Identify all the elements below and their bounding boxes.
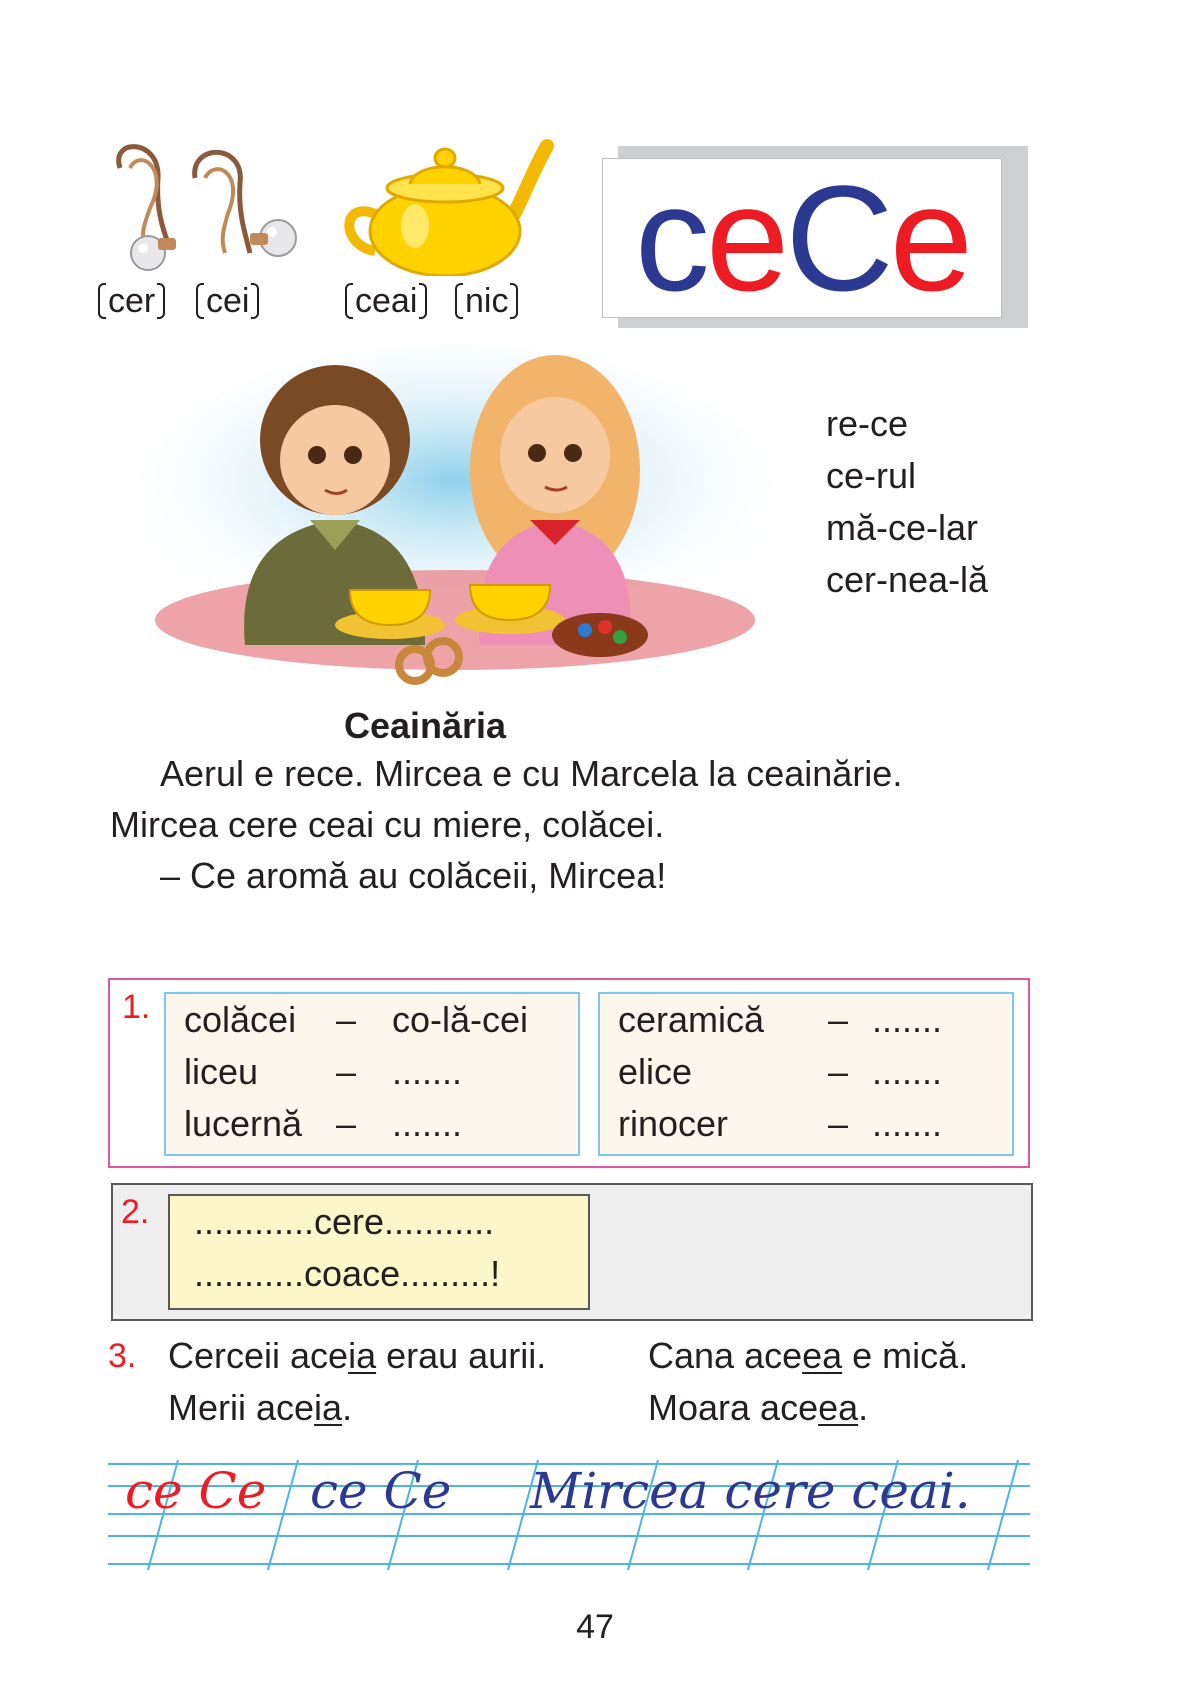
exercise-row: liceu – ....... xyxy=(184,1051,463,1092)
reading-text xyxy=(110,748,1070,901)
letter-upper-c: C xyxy=(785,154,890,322)
exercise-3-sentence: Cerceii aceia erau aurii. xyxy=(168,1335,547,1376)
letter-upper-e: e xyxy=(889,154,970,322)
earrings-illustration xyxy=(100,138,300,280)
syllable-item: cer-nea-lă xyxy=(826,559,989,600)
exercise-1-left-box xyxy=(164,992,580,1156)
exercise-1-right-box xyxy=(598,992,1014,1156)
letter-lower-c: c xyxy=(634,154,706,322)
children-tea-illustration xyxy=(125,345,785,690)
exercise-row: ceramică – ....... xyxy=(618,999,943,1040)
teapot-illustration xyxy=(335,136,555,276)
exercise-3-sentence: Merii aceia. xyxy=(168,1387,353,1428)
exercise-row: colăcei – co-lă-cei xyxy=(184,999,529,1040)
exercise-row: lucernă – ....... xyxy=(184,1103,463,1144)
reading-line: Mircea cere ceai cu miere, colăcei. xyxy=(110,804,665,845)
exercise-row: elice – ....... xyxy=(618,1051,943,1092)
exercise-number: 2. xyxy=(121,1193,150,1231)
handwriting-red: ce Ce xyxy=(125,1462,267,1520)
page-number: 47 xyxy=(576,1608,614,1646)
handwriting-blue-1: ce Ce xyxy=(310,1462,452,1520)
reading-title: Ceainăria xyxy=(343,705,507,746)
reading-line: – Ce aromă au colăceii, Mircea! xyxy=(160,855,667,896)
syllable-tag-cer: cer xyxy=(98,283,165,319)
letter-card xyxy=(602,154,1002,322)
syllable-tag-cei: cei xyxy=(196,283,259,319)
handwriting-blue-2: Mircea cere ceai. xyxy=(530,1462,971,1520)
exercise-number: 1. xyxy=(122,988,151,1026)
exercise-number: 3. xyxy=(108,1337,137,1375)
letter-lower-e: e xyxy=(705,154,786,322)
exercise-2 xyxy=(111,1183,1033,1321)
syllable-list xyxy=(826,398,988,606)
exercise-1 xyxy=(108,978,1030,1168)
reading-line: Aerul e rece. Mircea e cu Marcela la ceainărie. xyxy=(160,753,903,794)
exercise-3-sentence: Cana aceea e mică. xyxy=(648,1335,969,1376)
exercise-2-line: ...........coace.........! xyxy=(194,1253,501,1294)
syllable-item: ce-rul xyxy=(826,455,917,496)
syllable-tag-nic: nic xyxy=(455,283,518,319)
exercise-2-line: ............cere........... xyxy=(194,1201,495,1242)
syllable-item: mă-ce-lar xyxy=(826,507,979,548)
exercise-3-sentence: Moara aceea. xyxy=(648,1387,869,1428)
syllable-tag-ceai: ceai xyxy=(345,283,427,319)
exercise-row: rinocer – ....... xyxy=(618,1103,943,1144)
syllable-item: re-ce xyxy=(826,403,909,444)
exercise-2-box xyxy=(168,1194,590,1310)
